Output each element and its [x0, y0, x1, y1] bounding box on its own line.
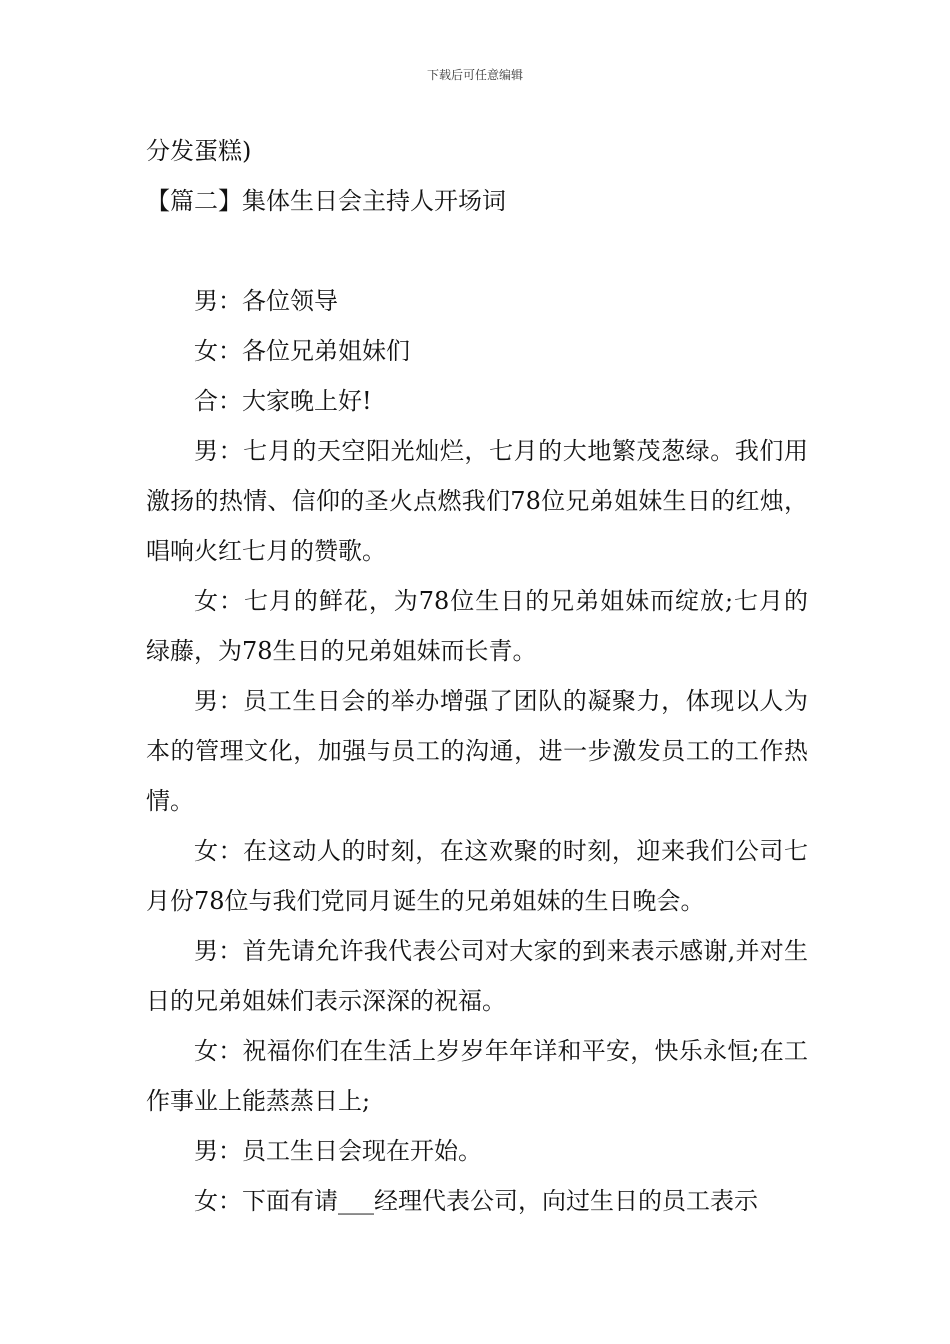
paragraph-2: 女：各位兄弟姐妹们 — [194, 337, 410, 365]
document-body — [146, 126, 808, 1226]
paragraph-3: 合：大家晚上好! — [194, 387, 372, 415]
paragraph-8: 男：首先请允许我代表公司对大家的到来表示感谢,并对生日的兄弟姐妹们表示深深的祝福。 — [146, 937, 808, 1015]
paragraph-6: 男：员工生日会的举办增强了团队的凝聚力，体现以人为本的管理文化，加强与员工的沟通，进一步激发员工的工作热情。 — [146, 687, 808, 815]
section-title: 【篇二】集体生日会主持人开场词 — [146, 187, 506, 215]
spacer — [146, 226, 808, 276]
paragraph-11: 女：下面有请___经理代表公司，向过生日的员工表示 — [194, 1187, 758, 1215]
paragraph-10: 男：员工生日会现在开始。 — [194, 1137, 482, 1165]
paragraph-9: 女：祝福你们在生活上岁岁年年详和平安，快乐永恒;在工作事业上能蒸蒸日上; — [146, 1037, 808, 1115]
lead-line: 分发蛋糕) — [146, 137, 252, 165]
paragraph-5: 女：七月的鲜花，为78位生日的兄弟姐妹而绽放;七月的绿藤，为78生日的兄弟姐妹而长青。 — [146, 587, 808, 665]
paragraph-7: 女：在这动人的时刻，在这欢聚的时刻，迎来我们公司七月份78位与我们党同月诞生的兄弟姐妹的生日晚会。 — [146, 837, 808, 915]
paragraph-4: 男：七月的天空阳光灿烂，七月的大地繁茂葱绿。我们用激扬的热情、信仰的圣火点燃我们78位兄弟姐妹生日的红烛，唱响火红七月的赞歌。 — [146, 437, 808, 565]
paragraph-1: 男：各位领导 — [194, 287, 338, 315]
page-header-note: 下载后可任意编辑 — [426, 68, 523, 82]
